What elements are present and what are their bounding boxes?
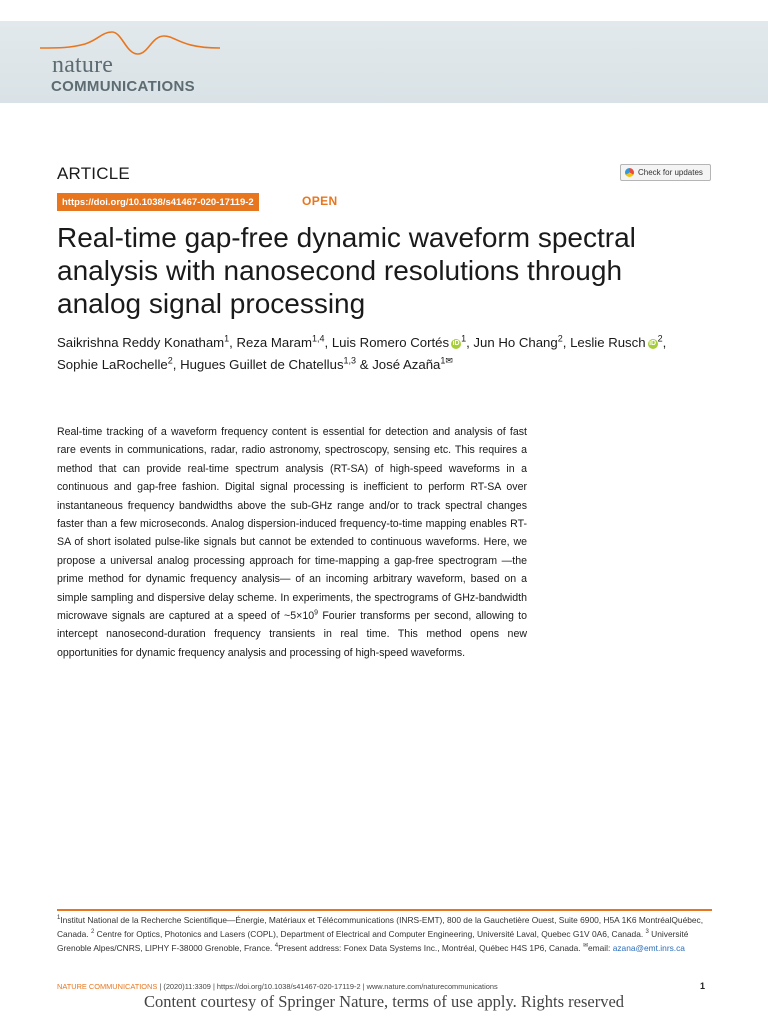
journal-logo-communications: COMMUNICATIONS [51,78,195,95]
orcid-icon[interactable]: iD [452,339,460,347]
open-access-label: OPEN [302,194,338,208]
page-footer [57,982,712,991]
abstract [57,423,527,662]
abstract-text-part1: Real-time tracking of a waveform frequency content is essential for detection and analysis of fast rare events in communications, radar, radio astronomy, spectroscopy, sensing etc. This requires a method that can provide real-time spectrum analysis (RT-SA) of high-speed waveforms in a continuous and gap-free fashion. Digital signal processing is inefficient to perform RT-SA over instantaneous frequency bandwidths above the sub-GHz range and/or to track spectral changes faster than a few microseconds. Analog dispersion-induced frequency-to-time mapping enables RT-SA of short isolated pulse-like signals but cannot be extended to continuous waveforms. Here, we propose a universal analog processing approach for time-mapping a gap-free spectrogram —the prime method for dynamic frequency analysis— of an incoming arbitrary waveform, based on a simple sampling and dispersive delay scheme. In experiments, the spectrograms of GHz-bandwidth microwave signals are captured at a speed of ~5×10 [57,426,527,623]
orcid-icon[interactable]: iD [649,339,657,347]
affiliation-2: Centre for Optics, Photonics and Lasers (COPL), Department of Electrical and Computer Engineering, Université Laval, Quebec G1V 0A6, Canada. [94,929,646,940]
author-name: Hugues Guillet de Chatellus [180,357,344,372]
abstract-text-part2: Fourier transforms per second, allowing to intercept nanosecond-duration frequency transients in real time. This method opens new opportunities for dynamic frequency analysis and processing of high-speed waveforms. [57,610,527,659]
author[interactable] [57,335,229,350]
affiliation-mark-2: 2 [91,929,95,936]
check-for-updates-button[interactable] [620,164,711,181]
email-link[interactable]: azana@emt.inrs.ca [612,943,685,954]
affiliations [57,913,715,956]
doi-link[interactable]: https://doi.org/10.1038/s41467-020-17119-2 [57,193,259,211]
author-name: Saikrishna Reddy Konatham [57,335,225,350]
author[interactable] [372,357,453,372]
author-name: Luis Romero Cortés [331,335,450,350]
author-name: Jun Ho Chang [473,335,558,350]
author-affiliation-mark: 1,4 [311,333,325,344]
author-affiliation-mark: 2 [557,333,563,344]
crossmark-icon [625,168,634,177]
article-type-label: ARTICLE [57,164,130,183]
footer-citation: | (2020)11:3309 | https://doi.org/10.1038/s41467-020-17119-2 | www.nature.com/naturecommunications [157,982,498,991]
courtesy-notice: Content courtesy of Springer Nature, terms of use apply. Rights reserved [143,992,625,1011]
author-name: Sophie LaRochelle [57,357,168,372]
author[interactable] [473,335,562,350]
author-affiliation-mark: 1 [461,333,467,344]
affiliation-4: Present address: Fonex Data Systems Inc., Montréal, Québec H4S 1P6, Canada. [278,943,583,954]
author-name: Reza Maram [236,335,312,350]
affiliation-1: Institut National de la Recherche Scientifique—Énergie, Matériaux et Télécommunications (INRS-EMT), 800 de la Gauchetière Ouest, Suite 6900, H5A 1K6 MontréalQuébec, Canada. [57,915,704,940]
affiliation-3: Université Grenoble Alpes/CNRS, LIPHY F-38000 Grenoble, France. [57,929,689,954]
check-for-updates-label: Check for updates [638,168,703,177]
author-name: Leslie Rusch [570,335,646,350]
author-affiliation-mark: 1✉ [440,355,453,366]
author[interactable] [570,335,663,350]
author-affiliation-mark: 1 [224,333,230,344]
author-name: José Azaña [372,357,441,372]
email-envelope-icon: ✉ [582,943,589,950]
affiliation-mark-3: 3 [645,929,649,936]
author[interactable] [236,335,324,350]
article-title: Real-time gap-free dynamic waveform spectral analysis with nanosecond resolutions through analog signal processing [57,222,636,319]
author-affiliation-mark: 2 [657,333,663,344]
author[interactable] [57,357,173,372]
footer-journal-name: NATURE COMMUNICATIONS [57,982,158,991]
page-number: 1 [700,981,706,991]
affiliation-mark-4: 4 [274,943,279,950]
footnote-divider [57,909,712,911]
affiliation-mark-1: 1 [57,915,61,922]
author-affiliation-mark: 2 [167,355,173,366]
author[interactable] [180,357,356,372]
author[interactable] [332,335,466,350]
author-list: Saikrishna Reddy Konatham$^1$, Reza Maram$^{1,4}$, Luis Romero Cortés iD $^1$, Jun Ho Chang$^2$, Leslie Rusch iD $^2$, Sophie LaRochelle$^2$, Hugues Guillet de Chatellus$^{1,3}$ & José Azaña$^{1✉}$ [57,333,667,372]
author-affiliation-mark: 1,3 [343,355,357,366]
email-label: email: [588,943,613,954]
journal-logo-nature: nature [52,52,114,78]
abstract-exponent: 9 [314,609,319,617]
